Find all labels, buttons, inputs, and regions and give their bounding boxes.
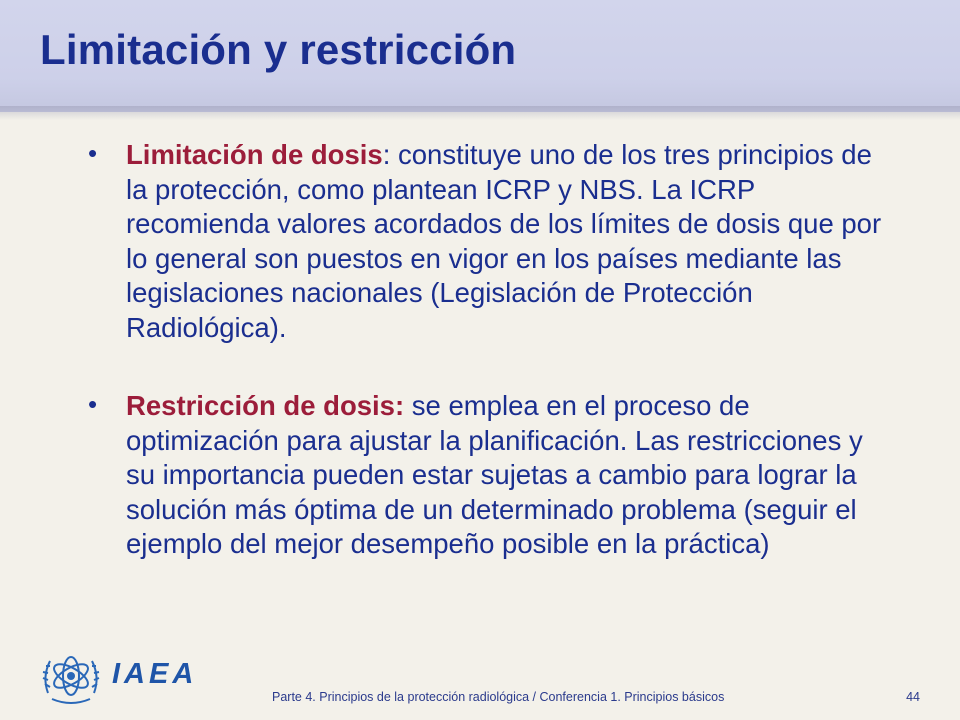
- iaea-brand: IAEA: [112, 658, 198, 690]
- bullet-term: Restricción de dosis:: [126, 390, 405, 421]
- slide-title: Limitación y restricción: [40, 26, 517, 73]
- bullet-dot-icon: •: [88, 389, 98, 419]
- bullet-restriccion: [86, 389, 896, 562]
- footer-caption: Parte 4. Principios de la protección radiológica / Conferencia 1. Principios básicos: [272, 690, 725, 704]
- bullet-list: [86, 138, 896, 562]
- bullet-text: se emplea en el proceso de optimización para ajustar la planificación. Las restricciones y su importancia pueden estar sujetas a cambio para lograr la solución más óptima de un determinado problema (seguir el ejemplo del mejor desempeño posible en la práctica): [126, 390, 863, 559]
- bullet-text: : constituye uno de los tres principios de la protección, como plantean ICRP y NBS. La ICRP recomienda valores acordados de los límites de dosis que por lo general son puestos en vigor en los países mediante las legislaciones nacionales (Legislación de Protección Radiológica).: [126, 139, 882, 343]
- iaea-emblem-icon: [38, 643, 104, 709]
- header-shadow: [0, 106, 960, 120]
- bullet-term: Limitación de dosis: [126, 139, 383, 170]
- bullet-dot-icon: •: [88, 138, 98, 168]
- bullet-limitacion: [86, 138, 896, 345]
- page-number: 44: [906, 690, 920, 704]
